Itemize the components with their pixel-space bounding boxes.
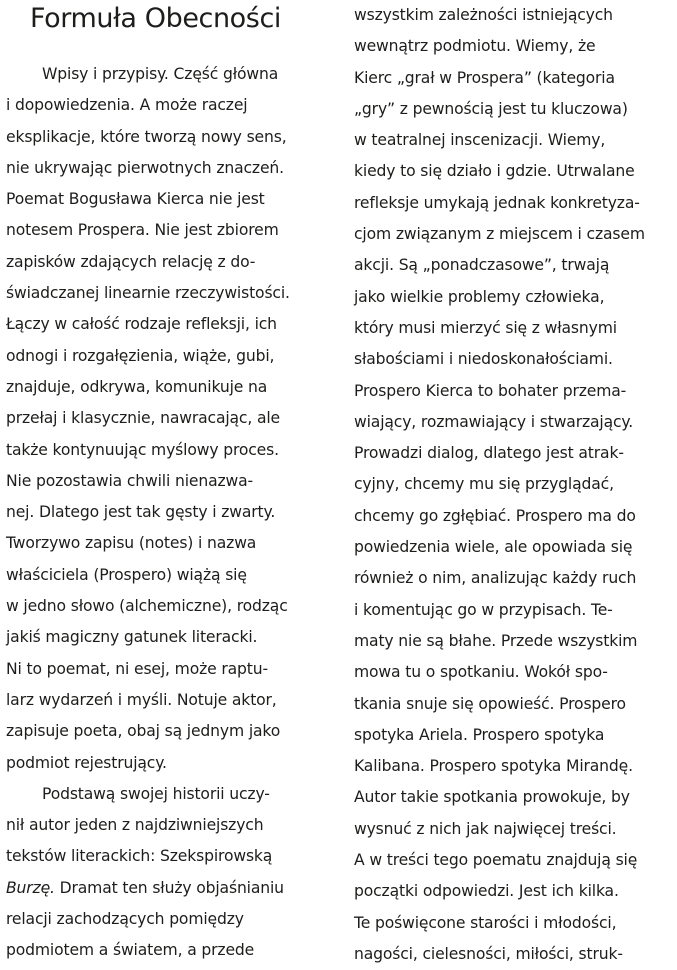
text-line	[6, 153, 332, 184]
text-line-content: Autor takie spotkania prowokuje, by	[354, 788, 630, 807]
text-line-content: Kalibana. Prospero spotyka Mirandę.	[354, 757, 633, 776]
text-line-content: wewnątrz podmiotu. Wiemy, że	[354, 37, 596, 56]
text-line	[6, 748, 332, 779]
text-line	[354, 657, 674, 688]
text-line	[354, 376, 674, 407]
text-line	[354, 782, 674, 813]
text-line	[6, 278, 332, 309]
text-line	[354, 344, 674, 375]
text-line-content: nagości, cielesności, miłości, struk-	[354, 944, 623, 963]
text-line	[354, 31, 674, 62]
text-line-content: i dopowiedzenia. A może raczej	[6, 96, 248, 115]
text-line	[6, 716, 332, 747]
text-line	[354, 125, 674, 156]
text-line-content: eksplikacje, które tworzą nowy sens,	[6, 127, 287, 146]
text-line	[6, 247, 332, 278]
text-line-content: „gry” z pewnością jest tu kluczowa)	[354, 99, 628, 118]
text-line-content: A w treści tego poematu znajdują się	[354, 851, 638, 870]
text-line	[354, 94, 674, 125]
text-line	[6, 528, 332, 559]
text-line-content: spotyka Ariela. Prospero spotyka	[354, 725, 605, 744]
text-line-content: zapisuje poeta, obaj są jednym jako	[6, 722, 281, 741]
text-line	[6, 403, 332, 434]
text-line	[6, 341, 332, 372]
text-line	[6, 685, 332, 716]
text-line	[354, 156, 674, 187]
text-line-content: świadczanej linearnie rzeczywistości.	[6, 284, 290, 303]
text-line-content: podmiot rejestrujący.	[6, 753, 167, 772]
text-line-content: Te poświęcone starości i młodości,	[354, 913, 617, 932]
text-line-content: kiedy to się działo i gdzie. Utrwalane	[354, 162, 635, 181]
text-line-content: wysnuć z nich jak najwięcej treści.	[354, 819, 617, 838]
text-line-content: cjom związanym z miejscem i czasem	[354, 225, 645, 244]
text-line-content: mowa tu o spotkaniu. Wokół spo-	[354, 663, 608, 682]
text-line	[6, 466, 332, 497]
text-line	[354, 63, 674, 94]
text-line	[354, 532, 674, 563]
text-line-content: właściciela (Prospero) wiążą się	[6, 565, 247, 584]
text-line	[6, 497, 332, 528]
text-line	[354, 720, 674, 751]
text-line	[354, 469, 674, 500]
text-line-content: Tworzywo zapisu (notes) i nazwa	[6, 534, 257, 553]
text-line	[354, 0, 674, 31]
text-line	[354, 908, 674, 939]
right-column	[354, 0, 674, 970]
text-line	[6, 873, 332, 904]
text-line-content: cyjny, chcemy mu się przyglądać,	[354, 475, 614, 494]
text-line	[354, 219, 674, 250]
text-line-content: znajduje, odkrywa, komunikuje na	[6, 377, 268, 396]
text-line	[354, 876, 674, 907]
text-line-content: nej. Dlatego jest tak gęsty i zwarty.	[6, 503, 276, 522]
text-line-content: który musi mierzyć się z własnymi	[354, 318, 617, 337]
text-line-content: tekstów literackich: Szekspirowską	[6, 847, 273, 866]
text-line-content: Kierc „grał w Prospera” (kategoria	[354, 68, 615, 87]
text-line-content: maty nie są błahe. Przede wszystkim	[354, 631, 638, 650]
text-line	[6, 810, 332, 841]
text-line-content: larz wydarzeń i myśli. Notuje aktor,	[6, 690, 277, 709]
text-line-content: tkania snuje się opowieść. Prospero	[354, 694, 626, 713]
text-line-content: nie ukrywając pierwotnych znaczeń.	[6, 158, 284, 177]
text-line-content: refleksje umykają jednak konkretyza-	[354, 193, 640, 212]
text-line-content: Nie pozostawia chwili nienazwa-	[6, 471, 253, 490]
text-line	[354, 939, 674, 970]
text-line	[354, 282, 674, 313]
text-line	[6, 622, 332, 653]
text-line-content: Łączy w całość rodzaje refleksji, ich	[6, 315, 277, 334]
text-line	[354, 595, 674, 626]
text-line-content: chcemy go zgłębiać. Prospero ma do	[354, 506, 636, 525]
text-line	[6, 435, 332, 466]
text-line	[354, 313, 674, 344]
text-line	[354, 407, 674, 438]
text-line-content: Poemat Bogusława Kierca nie jest	[6, 190, 265, 209]
text-line	[354, 689, 674, 720]
text-line	[6, 372, 332, 403]
text-line-content: początki odpowiedzi. Jest ich kilka.	[354, 882, 619, 901]
text-line-content: i komentując go w przypisach. Te-	[354, 600, 613, 619]
text-line-content: notesem Prospera. Nie jest zbiorem	[6, 221, 279, 240]
text-line-content: jako wielkie problemy człowieka,	[354, 287, 605, 306]
text-line-content: powiedzenia wiele, ale opowiada się	[354, 538, 633, 557]
text-line	[6, 779, 332, 810]
text-line	[354, 501, 674, 532]
text-line	[6, 560, 332, 591]
text-line-content: podmiotem a światem, a przede	[6, 941, 255, 960]
text-line-content: zapisków zdających relację z do-	[6, 252, 256, 271]
text-line-content: jakiś magiczny gatunek literacki.	[6, 628, 258, 647]
left-column	[6, 0, 332, 967]
text-line	[354, 563, 674, 594]
text-line-content: w jedno słowo (alchemiczne), rodząc	[6, 597, 288, 616]
text-line-content: Podstawą swojej historii uczy-	[42, 784, 270, 803]
text-line	[6, 935, 332, 966]
text-line	[6, 90, 332, 121]
text-line	[354, 626, 674, 657]
text-line	[354, 845, 674, 876]
text-line	[6, 654, 332, 685]
text-line	[354, 250, 674, 281]
text-line-content: przełaj i klasycznie, nawracając, ale	[6, 409, 281, 428]
text-line-content: także kontynuując myślowy proces.	[6, 440, 279, 459]
text-line	[6, 309, 332, 340]
text-line-content: słabościami i niedoskonałościami.	[354, 350, 613, 369]
text-line	[354, 438, 674, 469]
text-line	[6, 215, 332, 246]
text-line-content: Prospero Kierca to bohater przema-	[354, 381, 627, 400]
text-line-content: w teatralnej inscenizacji. Wiemy,	[354, 131, 606, 150]
text-line	[354, 751, 674, 782]
left-column-text	[6, 59, 332, 967]
text-line-content: nił autor jeden z najdziwniejszych	[6, 816, 264, 835]
text-line	[6, 841, 332, 872]
text-line-content: Dramat ten służy objaśnianiu	[59, 878, 284, 897]
text-line-content: również o nim, analizując każdy ruch	[354, 569, 637, 588]
text-line-content: Prowadzi dialog, dlatego jest atrak-	[354, 444, 624, 463]
text-line	[6, 122, 332, 153]
text-line-content: Wpisy i przypisy. Część główna	[42, 65, 279, 83]
text-line-content: akcji. Są „ponadczasowe”, trwają	[354, 256, 610, 275]
text-line	[6, 59, 332, 90]
text-line	[6, 591, 332, 622]
text-line	[354, 814, 674, 845]
text-line	[6, 904, 332, 935]
text-line-content: odnogi i rozgałęzienia, wiąże, gubi,	[6, 346, 275, 365]
text-line-content: wiający, rozmawiający i stwarzający.	[354, 412, 634, 431]
text-line-content: wszystkim zależności istniejących	[354, 6, 613, 24]
text-line-content: Ni to poemat, ni esej, może raptu-	[6, 659, 268, 678]
text-line	[6, 184, 332, 215]
italic-title: Burzę.	[6, 878, 55, 897]
page-title: Formuła Obecności	[30, 3, 282, 34]
text-line	[354, 188, 674, 219]
right-column-text	[354, 0, 674, 970]
text-line-content: relacji zachodzących pomiędzy	[6, 910, 244, 929]
